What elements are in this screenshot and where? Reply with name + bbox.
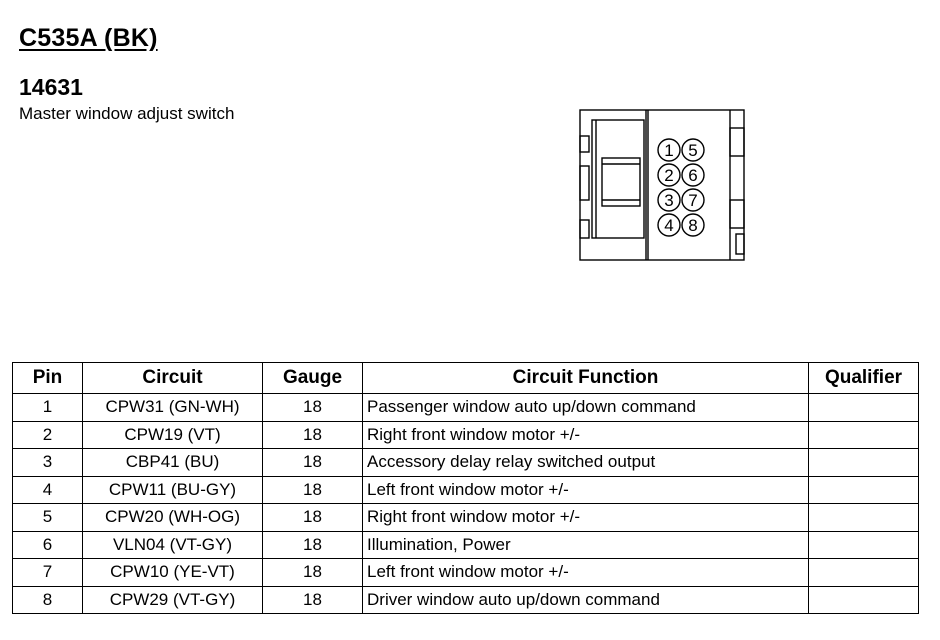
function-cell: Left front window motor +/- <box>363 476 809 504</box>
gauge-cell: 18 <box>263 449 363 477</box>
circuit-cell: VLN04 (VT-GY) <box>83 531 263 559</box>
pin-number-label: 5 <box>688 141 698 160</box>
gauge-cell: 18 <box>263 586 363 614</box>
gauge-cell: 18 <box>263 476 363 504</box>
function-cell: Right front window motor +/- <box>363 504 809 532</box>
table-row <box>13 586 919 614</box>
table-row <box>13 531 919 559</box>
pin-cell: 7 <box>13 559 83 587</box>
qualifier-cell <box>809 531 919 559</box>
qualifier-cell <box>809 586 919 614</box>
qualifier-cell <box>809 476 919 504</box>
qualifier-column-header: Qualifier <box>809 363 919 394</box>
circuit-column-header: Circuit <box>83 363 263 394</box>
gauge-cell: 18 <box>263 421 363 449</box>
pin-number-label: 2 <box>664 166 674 185</box>
qualifier-cell <box>809 421 919 449</box>
function-cell: Left front window motor +/- <box>363 559 809 587</box>
gauge-cell: 18 <box>263 531 363 559</box>
pin-cell: 3 <box>13 449 83 477</box>
circuit-cell: CPW31 (GN-WH) <box>83 394 263 422</box>
part-number: 14631 <box>19 74 83 100</box>
connector-face-diagram <box>578 108 746 262</box>
function-cell: Accessory delay relay switched output <box>363 449 809 477</box>
pin-cell: 4 <box>13 476 83 504</box>
table-row <box>13 559 919 587</box>
pin-cavities-right <box>682 139 704 236</box>
connector-id: C535A (BK) <box>19 24 158 52</box>
gauge-cell: 18 <box>263 504 363 532</box>
pin-cell: 6 <box>13 531 83 559</box>
pin-column-header: Pin <box>13 363 83 394</box>
circuit-cell: CPW10 (YE-VT) <box>83 559 263 587</box>
function-column-header: Circuit Function <box>363 363 809 394</box>
table-row <box>13 421 919 449</box>
table-row <box>13 476 919 504</box>
function-cell: Illumination, Power <box>363 531 809 559</box>
circuit-cell: CBP41 (BU) <box>83 449 263 477</box>
pin-number-label: 4 <box>664 216 674 235</box>
pin-cell: 5 <box>13 504 83 532</box>
circuit-cell: CPW11 (BU-GY) <box>83 476 263 504</box>
table-header-row <box>13 363 919 394</box>
qualifier-cell <box>809 449 919 477</box>
connector-description: Master window adjust switch <box>19 104 235 123</box>
circuit-cell: CPW19 (VT) <box>83 421 263 449</box>
function-cell: Driver window auto up/down command <box>363 586 809 614</box>
pinout-table <box>12 362 919 614</box>
connector-housing <box>580 110 744 260</box>
circuit-cell: CPW29 (VT-GY) <box>83 586 263 614</box>
pin-cell: 2 <box>13 421 83 449</box>
table-row <box>13 449 919 477</box>
qualifier-cell <box>809 559 919 587</box>
qualifier-cell <box>809 504 919 532</box>
pin-cavities-left <box>658 139 680 236</box>
gauge-column-header: Gauge <box>263 363 363 394</box>
pin-cell: 8 <box>13 586 83 614</box>
gauge-cell: 18 <box>263 559 363 587</box>
pin-number-label: 3 <box>664 191 674 210</box>
circuit-cell: CPW20 (WH-OG) <box>83 504 263 532</box>
table-row <box>13 504 919 532</box>
table-row <box>13 394 919 422</box>
function-cell: Right front window motor +/- <box>363 421 809 449</box>
pin-number-label: 1 <box>664 141 674 160</box>
pin-number-label: 6 <box>688 166 698 185</box>
pin-number-label: 8 <box>688 216 698 235</box>
pin-number-label: 7 <box>688 191 698 210</box>
pin-cell: 1 <box>13 394 83 422</box>
gauge-cell: 18 <box>263 394 363 422</box>
function-cell: Passenger window auto up/down command <box>363 394 809 422</box>
qualifier-cell <box>809 394 919 422</box>
